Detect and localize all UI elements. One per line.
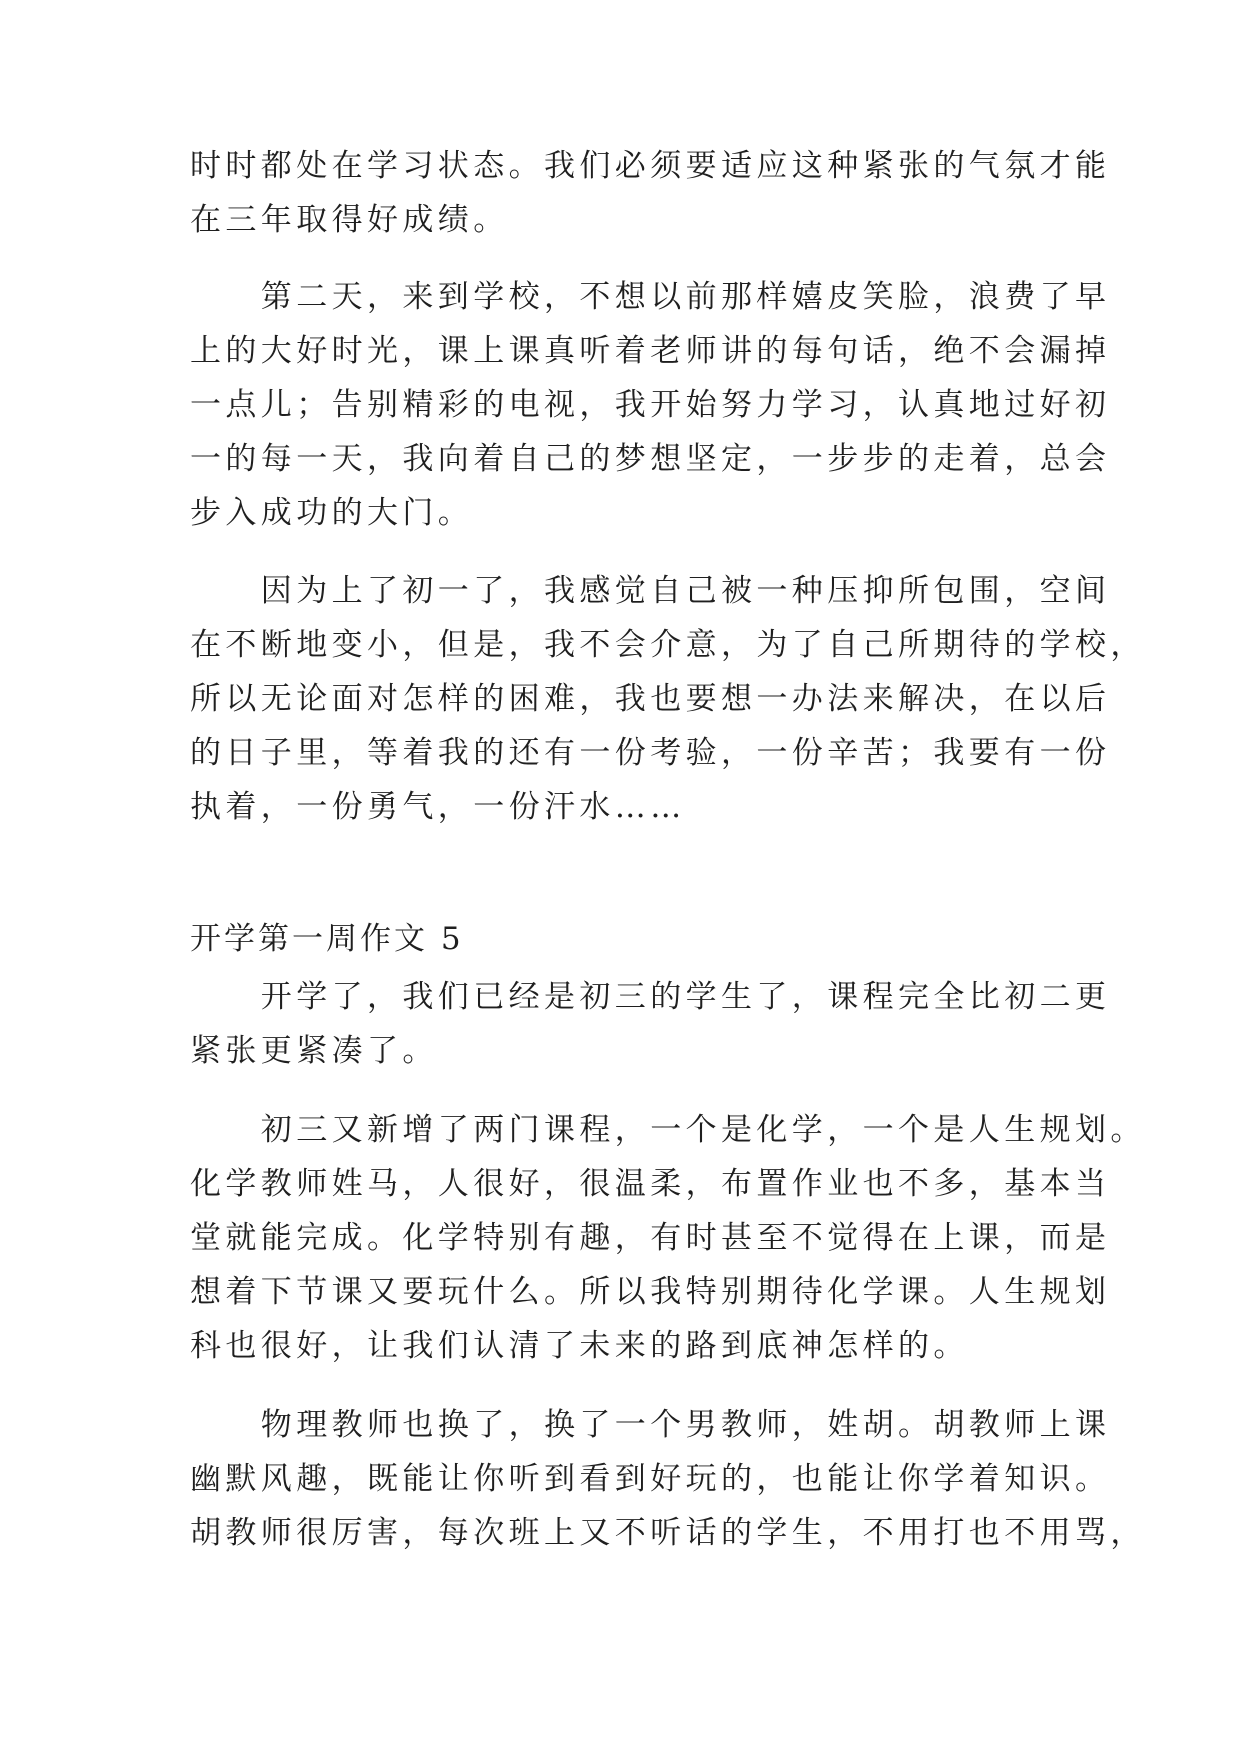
paragraph-start-line: 第二天，来到学校，不想以前那样嬉皮笑脸，浪费了早 <box>190 279 1111 315</box>
text-line: 执着，一份勇气，一份汗水…… <box>190 789 686 825</box>
text-line: 的日子里，等着我的还有一份考验，一份辛苦；我要有一份 <box>190 735 1111 771</box>
text-line: 在不断地变小，但是，我不会介意，为了自己所期待的学校， <box>190 627 1146 663</box>
text-line: 堂就能完成。化学特别有趣，有时甚至不觉得在上课，而是 <box>190 1220 1111 1256</box>
text-line: 一的每一天，我向着自己的梦想坚定，一步步的走着，总会 <box>190 441 1111 477</box>
text-line: 一点儿；告别精彩的电视，我开始努力学习，认真地过好初 <box>190 387 1111 423</box>
paragraph-start-line: 物理教师也换了，换了一个男教师，姓胡。胡教师上课 <box>190 1407 1111 1443</box>
paragraph-start-line: 初三又新增了两门课程，一个是化学，一个是人生规划。 <box>190 1112 1146 1148</box>
section-heading: 开学第一周作文 5 <box>190 921 464 957</box>
text-line: 紧张更紧凑了。 <box>190 1033 438 1069</box>
text-line: 所以无论面对怎样的困难，我也要想一办法来解决，在以后 <box>190 681 1111 717</box>
text-line: 幽默风趣，既能让你听到看到好玩的，也能让你学着知识。 <box>190 1461 1111 1497</box>
text-line: 胡教师很厉害，每次班上又不听话的学生，不用打也不用骂， <box>190 1515 1146 1551</box>
text-line: 在三年取得好成绩。 <box>190 202 509 238</box>
paragraph-start-line: 开学了，我们已经是初三的学生了，课程完全比初二更 <box>190 979 1111 1015</box>
text-line: 上的大好时光，课上课真听着老师讲的每句话，绝不会漏掉 <box>190 333 1111 369</box>
text-line: 想着下节课又要玩什么。所以我特别期待化学课。人生规划 <box>190 1274 1111 1310</box>
text-line: 化学教师姓马，人很好，很温柔，布置作业也不多，基本当 <box>190 1166 1111 1202</box>
text-line: 科也很好，让我们认清了未来的路到底神怎样的。 <box>190 1328 969 1364</box>
text-line: 步入成功的大门。 <box>190 495 474 531</box>
paragraph-start-line: 因为上了初一了，我感觉自己被一种压抑所包围，空间 <box>190 573 1111 609</box>
text-line: 时时都处在学习状态。我们必须要适应这种紧张的气氛才能 <box>190 148 1111 184</box>
